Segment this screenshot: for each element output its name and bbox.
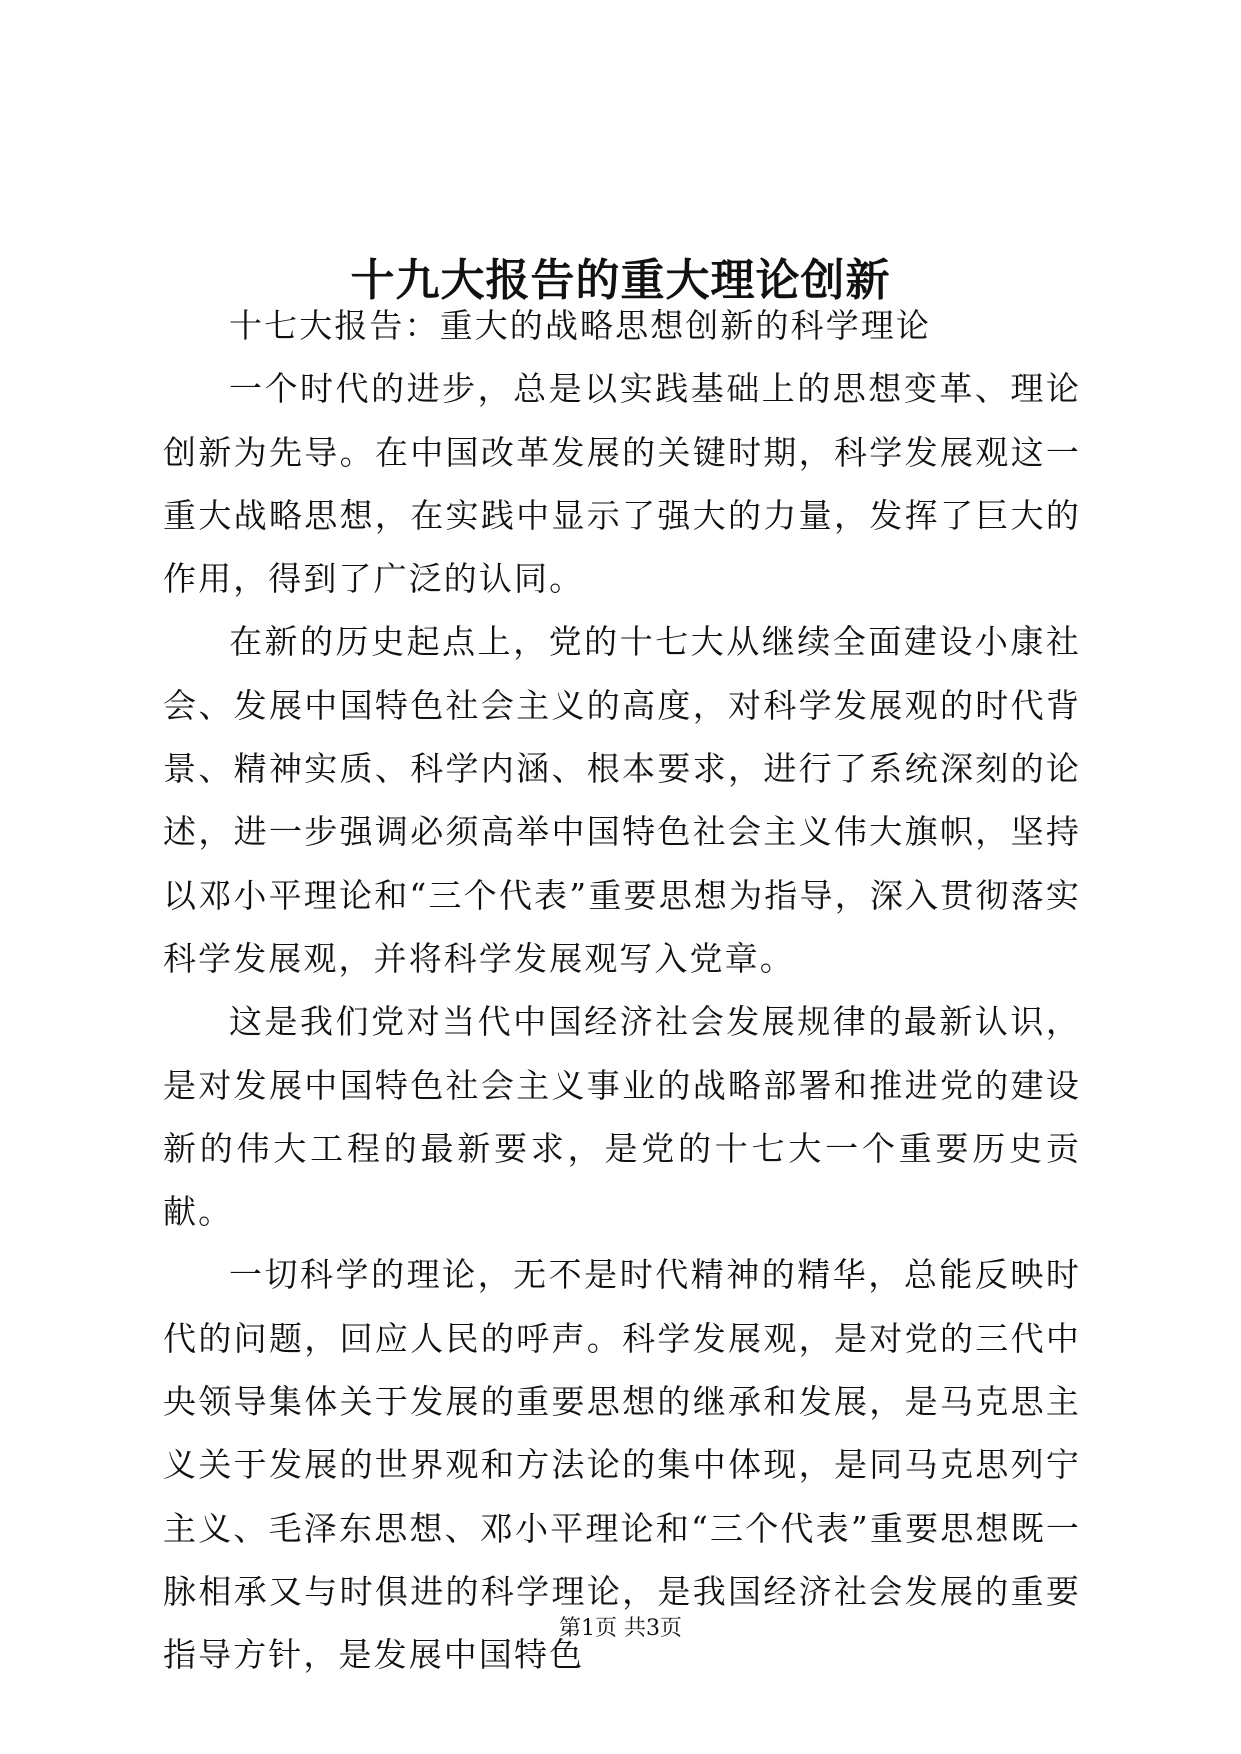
document-body: [163, 294, 1081, 1687]
body-paragraph: 在新的历史起点上，党的十七大从继续全面建设小康社会、发展中国特色社会主义的高度，对科学发展观的时代背景、精神实质、科学内涵、根本要求，进行了系统深刻的论述，进一步强调必须高举中国特色社会主义伟大旗帜，坚持以邓小平理论和“三个代表”重要思想为指导，深入贯彻落实科学发展观，并将科学发展观写入党章。: [163, 622, 1081, 978]
subtitle-paragraph: 十七大报告：重大的战略思想创新的科学理论: [229, 306, 931, 345]
document-title: 十九大报告的重大理论创新: [350, 255, 891, 307]
body-paragraph: 这是我们党对当代中国经济社会发展规律的最新认识，是对发展中国特色社会主义事业的战略部署和推进党的建设新的伟大工程的最新要求，是党的十七大一个重要历史贡献。: [163, 1002, 1081, 1232]
body-paragraph: 一切科学的理论，无不是时代精神的精华，总能反映时代的问题，回应人民的呼声。科学发展观，是对党的三代中央领导集体关于发展的重要思想的继承和发展，是马克思主义关于发展的世界观和方法论的集中体现，是同马克思列宁主义、毛泽东思想、邓小平理论和“三个代表”重要思想既一脉相承又与时俱进的科学理论，是我国经济社会发展的重要指导方针，是发展中国特色: [163, 1255, 1081, 1675]
page-number-footer: 第1页 共3页: [559, 1616, 682, 1641]
body-paragraph: 一个时代的进步，总是以实践基础上的思想变革、理论创新为先导。在中国改革发展的关键时期，科学发展观这一重大战略思想，在实践中显示了强大的力量，发挥了巨大的作用，得到了广泛的认同。: [163, 369, 1081, 599]
